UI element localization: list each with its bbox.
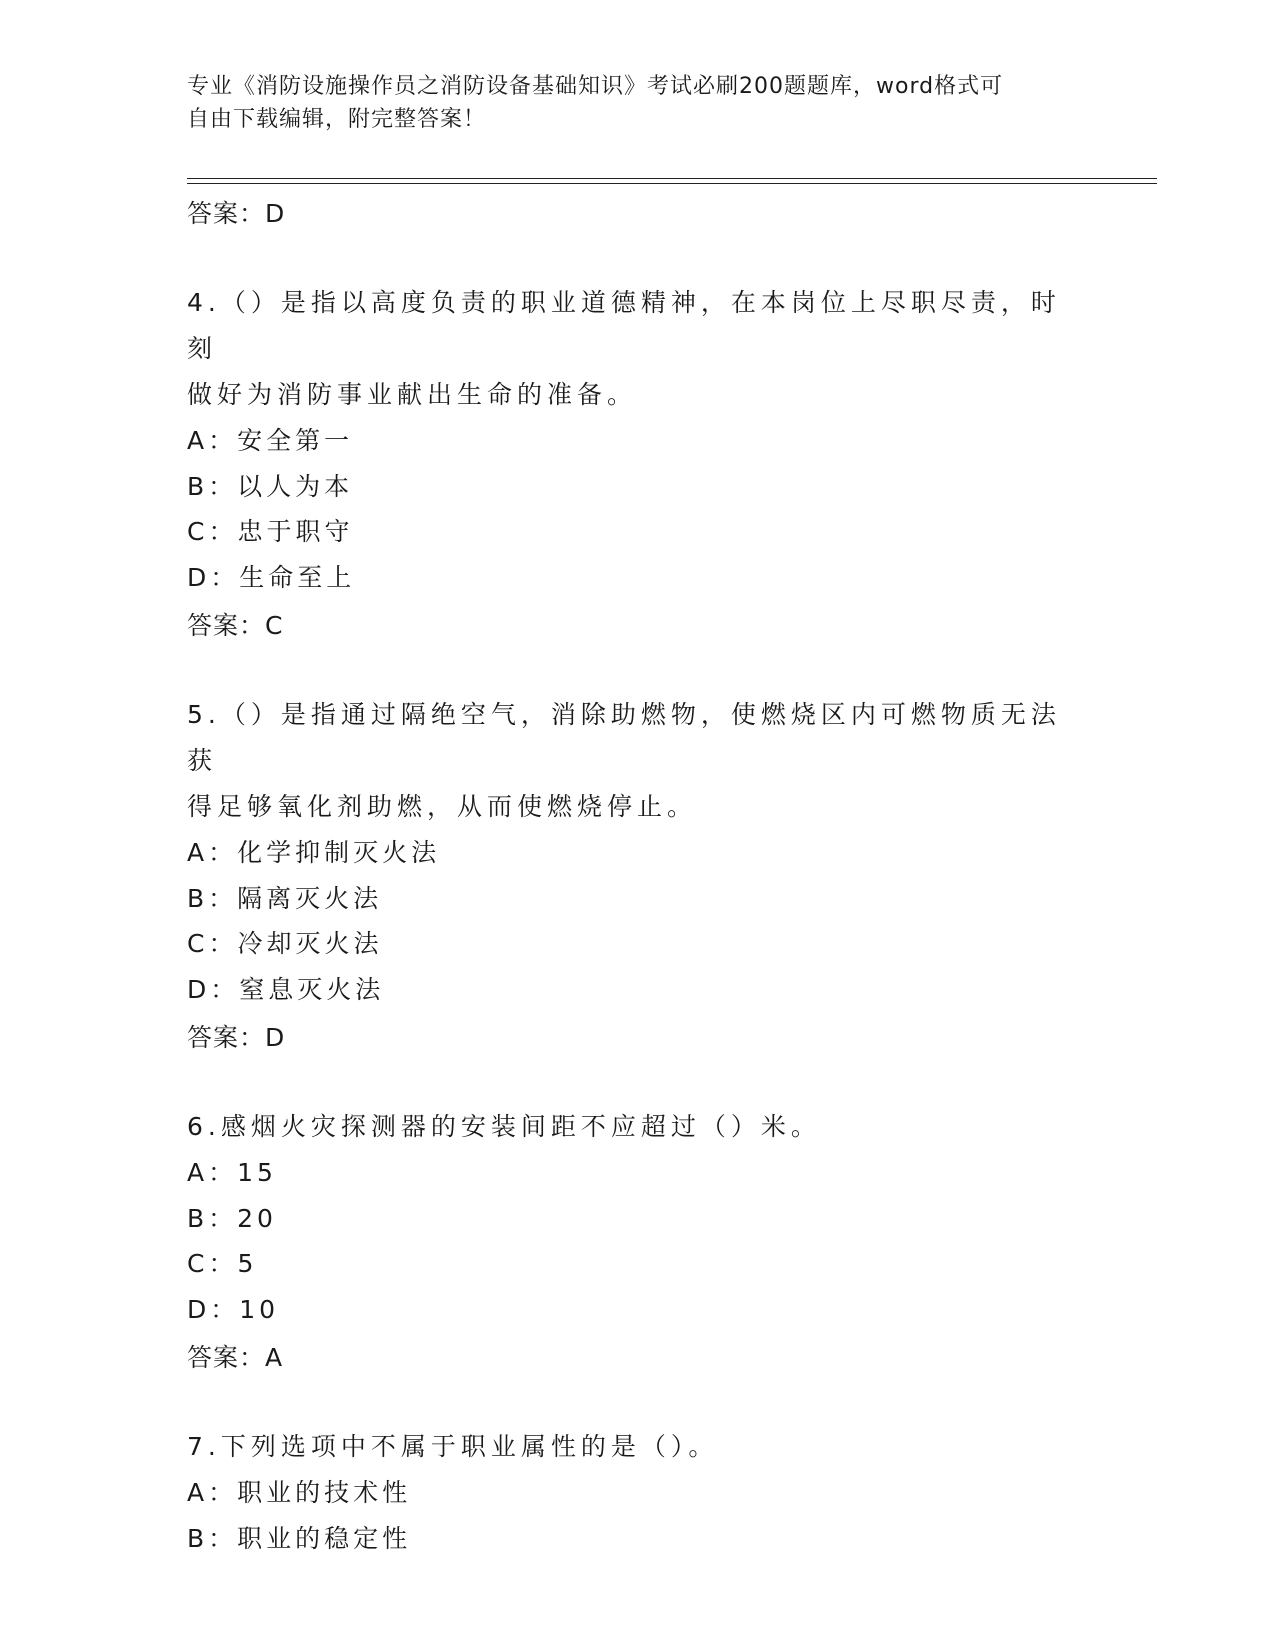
question-7 (187, 1424, 1087, 1561)
option-b: B：20 (187, 1203, 277, 1233)
question-text: 7.下列选项中不属于职业属性的是（）。 (187, 1432, 719, 1461)
option-a: A：15 (187, 1158, 277, 1187)
answer-q4: 答案：C (187, 611, 284, 640)
header-rule-bottom (187, 183, 1157, 184)
question-text: 6.感烟火灾探测器的安装间距不应超过（）米。 (187, 1112, 821, 1141)
question-text-cont: 做好为消防事业献出生命的准备。 (187, 380, 638, 409)
question-4 (187, 280, 1087, 648)
option-a: A：职业的技术性 (187, 1478, 412, 1507)
option-c: C：5 (187, 1249, 258, 1278)
option-b: B：职业的稳定性 (187, 1523, 412, 1553)
header-line-2: 自由下载编辑，附完整答案！ (187, 107, 487, 132)
option-d: D：窒息灭火法 (187, 974, 385, 1004)
option-d: D：生命至上 (187, 562, 356, 592)
option-b: B：隔离灭火法 (187, 883, 383, 913)
answer-q6: 答案：A (187, 1343, 284, 1372)
option-d: D：10 (187, 1294, 280, 1324)
question-text: 4.（）是指以高度负责的职业道德精神，在本岗位上尽职尽责，时刻 (187, 288, 1061, 363)
option-a: A：化学抑制灭火法 (187, 838, 441, 867)
question-5 (187, 692, 1087, 1060)
header-rule-top (187, 178, 1157, 179)
option-b: B：以人为本 (187, 471, 354, 501)
option-c: C：忠于职守 (187, 517, 354, 546)
document-body (187, 188, 1087, 1561)
answer-q3: 答案：D (187, 199, 286, 228)
document-header (187, 70, 1087, 136)
question-text-cont: 得足够氧化剂助燃，从而使燃烧停止。 (187, 792, 698, 821)
question-text: 5.（）是指通过隔绝空气，消除助燃物，使燃烧区内可燃物质无法获 (187, 700, 1061, 775)
answer-q5: 答案：D (187, 1023, 286, 1052)
question-6 (187, 1104, 1087, 1380)
option-c: C：冷却灭火法 (187, 929, 383, 958)
header-line-1: 专业《消防设施操作员之消防设备基础知识》考试必刷200题题库，word格式可 (187, 74, 1004, 99)
option-a: A：安全第一 (187, 426, 354, 455)
